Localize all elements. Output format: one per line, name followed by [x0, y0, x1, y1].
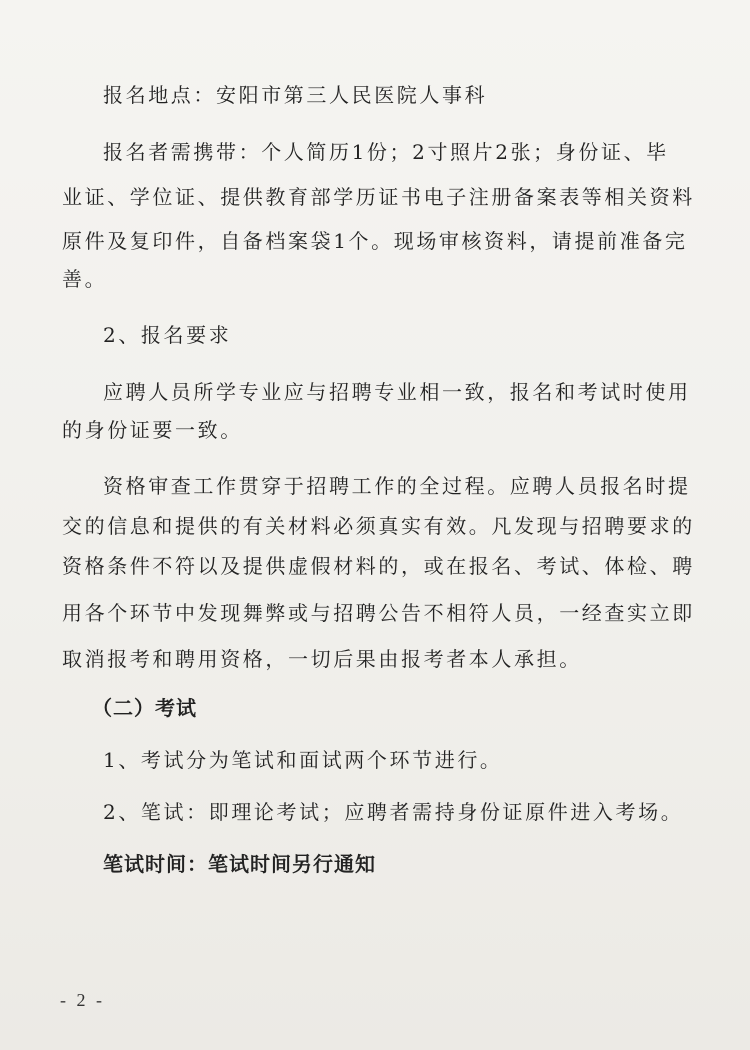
- materials-line-4: 善。: [62, 267, 108, 291]
- review-line-2: 交的信息和提供的有关材料必须真实有效。凡发现与招聘要求的: [62, 514, 695, 538]
- review-line-1: 资格审查工作贯穿于招聘工作的全过程。应聘人员报名时提: [103, 474, 691, 498]
- section-heading-requirements: 2、报名要求: [103, 323, 232, 347]
- requirement-line-2: 的身份证要一致。: [62, 418, 243, 442]
- materials-line-1: 报名者需携带：个人简历1份；2寸照片2张；身份证、毕: [103, 140, 669, 164]
- page-number: - 2 -: [60, 990, 105, 1010]
- exam-line-2: 2、笔试：即理论考试；应聘者需持身份证原件进入考场。: [103, 800, 684, 824]
- materials-line-2: 业证、学位证、提供教育部学历证书电子注册备案表等相关资料: [62, 185, 695, 209]
- requirement-line-1: 应聘人员所学专业应与招聘专业相一致，报名和考试时使用: [103, 380, 691, 404]
- review-line-4: 用各个环节中发现舞弊或与招聘公告不相符人员，一经查实立即: [62, 601, 695, 625]
- review-line-3: 资格条件不符以及提供虚假材料的，或在报名、考试、体检、聘: [62, 554, 695, 578]
- written-exam-time: 笔试时间：笔试时间另行通知: [103, 852, 376, 876]
- materials-line-3: 原件及复印件，自备档案袋1个。现场审核资料，请提前准备完: [62, 229, 688, 253]
- exam-line-1: 1、考试分为笔试和面试两个环节进行。: [103, 748, 503, 772]
- section-heading-exam: （二）考试: [92, 696, 197, 720]
- registration-location: 报名地点：安阳市第三人民医院人事科: [103, 83, 488, 107]
- review-line-5: 取消报考和聘用资格，一切后果由报考者本人承担。: [62, 647, 582, 671]
